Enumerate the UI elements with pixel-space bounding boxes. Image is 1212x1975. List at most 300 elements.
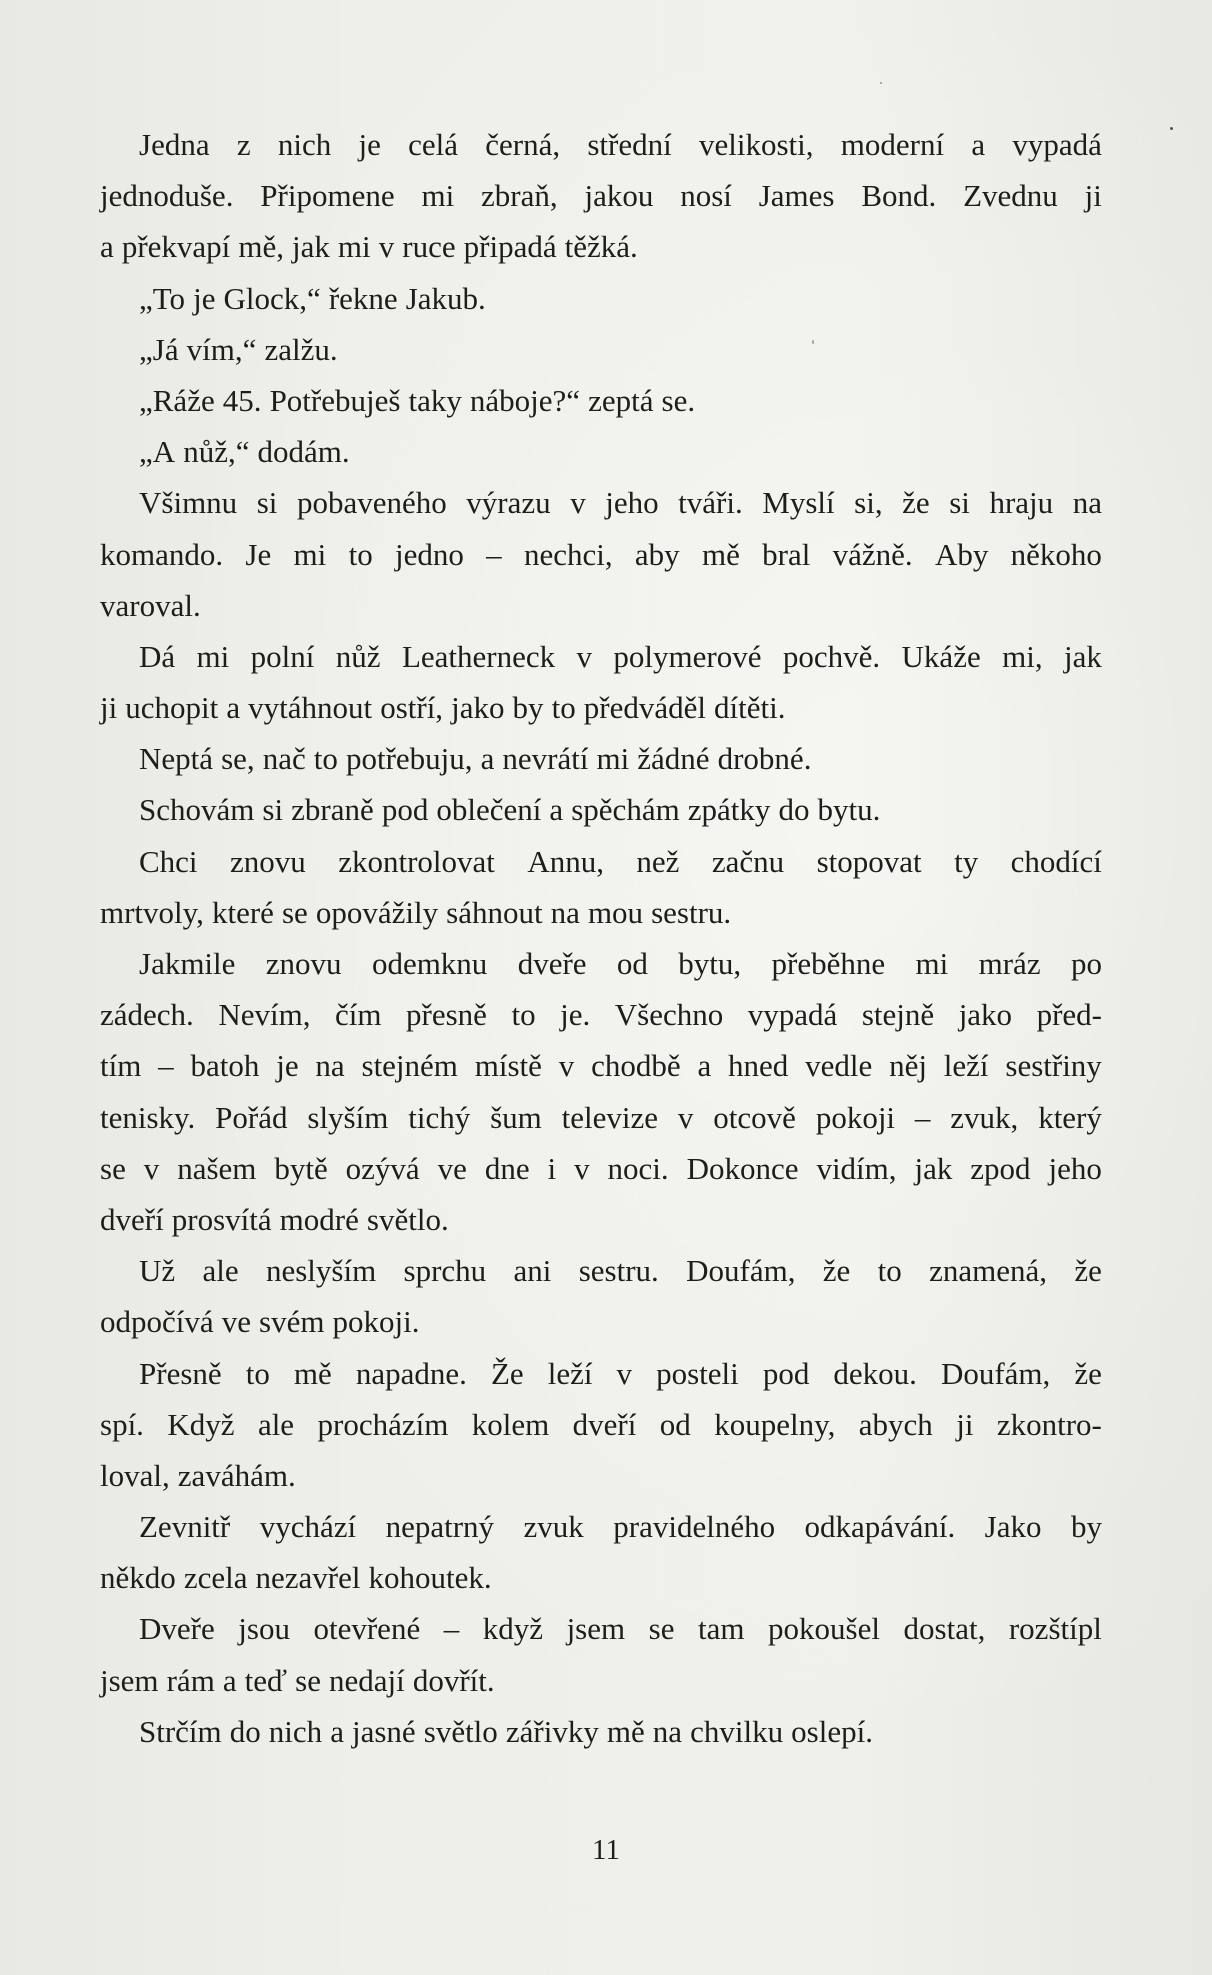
word: přesně — [406, 997, 487, 1033]
word: od — [616, 946, 648, 981]
word: mou — [587, 894, 644, 930]
word: „A — [139, 434, 176, 470]
word: od — [659, 1406, 691, 1442]
word: moderní — [840, 127, 945, 162]
word: zaváhám. — [177, 1457, 296, 1493]
word: oblečení — [436, 792, 542, 828]
word: je — [193, 280, 216, 316]
word: hned — [728, 1048, 789, 1084]
text-line — [100, 1245, 1102, 1296]
word: si — [256, 485, 278, 521]
word: dveře — [517, 946, 587, 981]
word: pobaveného — [296, 485, 447, 521]
word: že — [1074, 1355, 1102, 1391]
word: nůž — [335, 638, 381, 674]
word: Annu, — [527, 843, 604, 879]
word: polymerové — [613, 638, 762, 674]
word: ty — [954, 843, 979, 879]
word: batoh — [190, 1048, 260, 1084]
word: mi — [337, 229, 371, 265]
word: že — [1074, 1253, 1102, 1289]
word: Doufám, — [940, 1355, 1051, 1391]
word: Jakmile — [139, 946, 236, 981]
word: mrtvoly, — [100, 894, 204, 930]
word: v — [574, 1150, 590, 1186]
word: nevrátí — [502, 741, 589, 777]
word: ruce — [402, 229, 456, 265]
word: se, — [221, 741, 255, 777]
word: pokoji — [815, 1099, 896, 1135]
word: mě — [701, 536, 740, 572]
word: je — [276, 1048, 299, 1084]
word: aby — [634, 536, 680, 572]
word: do — [229, 1713, 261, 1749]
word: že — [902, 485, 930, 521]
word: bytu, — [678, 946, 742, 981]
word: zádech. — [100, 997, 194, 1033]
word: modré — [279, 1201, 359, 1237]
word: že — [822, 1253, 851, 1289]
word: ostří, — [380, 690, 444, 726]
word: ale — [202, 1253, 239, 1289]
word: vychází — [259, 1509, 357, 1545]
word: dostat, — [903, 1611, 986, 1647]
word: jak — [292, 229, 330, 265]
word: výrazu — [466, 485, 551, 521]
word: nich — [268, 1713, 323, 1749]
word: mě — [293, 1355, 332, 1391]
word: to — [877, 1253, 902, 1289]
word: které — [211, 894, 274, 930]
word: ve — [221, 1304, 251, 1340]
word: ale — [257, 1406, 295, 1442]
word: svém — [259, 1304, 325, 1340]
word: v — [378, 229, 395, 265]
word: ji — [100, 690, 118, 726]
word: vypadá — [1012, 127, 1102, 162]
word: bytu. — [817, 792, 881, 828]
word: je — [358, 127, 381, 162]
word: v — [570, 485, 586, 521]
word: – — [443, 1611, 460, 1647]
word: zpod — [970, 1150, 1031, 1186]
word: spěchám — [571, 792, 680, 828]
word: čím — [334, 997, 382, 1033]
body-text — [100, 119, 1102, 1757]
word: zkontro- — [996, 1406, 1102, 1442]
word: který — [1038, 1099, 1102, 1135]
word: dveří — [100, 1201, 164, 1237]
word: Myslí — [762, 485, 835, 521]
word: si, — [854, 485, 883, 521]
word: mi — [596, 741, 630, 777]
word: chvilku — [690, 1713, 784, 1749]
word: v — [576, 638, 593, 674]
word: nepatrný — [385, 1509, 495, 1545]
word: to — [245, 1355, 270, 1391]
word: to — [511, 997, 536, 1033]
word: chodbě — [591, 1048, 681, 1084]
word: ozývá — [345, 1150, 420, 1186]
word: Neptá — [139, 741, 214, 777]
word: tím — [100, 1048, 142, 1084]
word: Když — [167, 1406, 235, 1442]
word: v — [677, 1099, 694, 1135]
word: slyším — [307, 1099, 389, 1135]
word: varoval. — [100, 587, 201, 623]
word: jsem — [100, 1662, 159, 1698]
word: Strčím — [139, 1713, 222, 1749]
word: si — [949, 485, 970, 521]
word: by — [512, 690, 544, 726]
word: mi — [196, 638, 230, 674]
text-line — [100, 1399, 1102, 1450]
word: rozštípl — [1008, 1611, 1102, 1647]
text-line — [100, 426, 1102, 477]
word: dekou. — [833, 1355, 917, 1391]
word: Nevím, — [218, 997, 311, 1033]
word: ani — [513, 1253, 552, 1289]
word: pod — [381, 792, 429, 828]
word: Glock,“ — [223, 280, 321, 316]
word: to — [551, 690, 576, 726]
text-line — [100, 938, 1102, 989]
word: Připomene — [260, 178, 395, 214]
word: Dá — [139, 638, 176, 674]
word: jak — [914, 1150, 953, 1186]
word: a — [971, 127, 986, 162]
word: chodící — [1010, 843, 1102, 879]
text-line — [100, 580, 1102, 631]
word: na — [652, 1713, 683, 1749]
word: překvapí — [121, 229, 231, 265]
word: jak — [1063, 638, 1102, 674]
word: procházím — [317, 1406, 449, 1442]
word: než — [636, 843, 680, 879]
word: nich — [277, 127, 332, 162]
word: Dveře — [139, 1611, 215, 1647]
word: v — [616, 1355, 633, 1391]
text-line — [100, 1348, 1102, 1399]
word: spí. — [100, 1406, 144, 1442]
word: Pořád — [215, 1099, 288, 1135]
text-line — [100, 1194, 1102, 1245]
word: zpátky — [687, 792, 771, 828]
word: Jedna — [139, 127, 210, 162]
word: leží — [547, 1355, 593, 1391]
text-line — [100, 273, 1102, 324]
text-line — [100, 1450, 1102, 1501]
word: Že — [490, 1355, 524, 1391]
word: otevřené — [313, 1611, 421, 1647]
word: do — [778, 792, 810, 828]
text-line — [100, 221, 1102, 272]
text-line — [100, 733, 1102, 784]
word: Aby — [934, 536, 989, 572]
word: znovu — [265, 946, 342, 981]
word: jako — [958, 997, 1013, 1033]
word: připadá — [463, 229, 557, 265]
text-line — [100, 1603, 1102, 1654]
word: zbraně — [291, 792, 374, 828]
word: Přesně — [139, 1355, 222, 1391]
word: taky — [408, 382, 462, 418]
word: celá — [408, 127, 458, 162]
paper-speck — [812, 340, 814, 344]
word: zvuk, — [950, 1099, 1019, 1135]
word: mi — [421, 178, 455, 214]
word: loval, — [100, 1457, 170, 1493]
word: – — [158, 1048, 174, 1084]
word: na — [315, 1048, 345, 1084]
word: vytáhnout — [248, 690, 373, 726]
word: mě, — [238, 229, 284, 265]
word: Zvednu — [963, 178, 1058, 214]
word: kolem — [471, 1406, 550, 1442]
word: televize — [561, 1099, 659, 1135]
word: žádné — [637, 741, 710, 777]
word: vidím, — [816, 1150, 897, 1186]
word: 45. — [222, 382, 262, 418]
word: abych — [858, 1406, 933, 1442]
word: sestru. — [651, 894, 732, 930]
word: a — [100, 229, 114, 265]
word: kohoutek. — [368, 1560, 492, 1596]
word: zkontrolovat — [338, 843, 495, 879]
word: a — [330, 1713, 344, 1749]
word: Doufám, — [686, 1253, 796, 1289]
word: Schovám — [139, 792, 255, 828]
word: oslepí. — [791, 1713, 873, 1749]
word: našem — [177, 1150, 257, 1186]
word: na — [550, 894, 580, 930]
word: mi, — [1002, 638, 1043, 674]
word: někdo — [100, 1560, 176, 1596]
text-line — [100, 1552, 1102, 1603]
word: to — [313, 741, 338, 777]
word: tichý — [408, 1099, 471, 1135]
word: Zevnitř — [139, 1509, 231, 1545]
word: zvuk — [523, 1509, 584, 1545]
word: Je — [245, 536, 272, 572]
word: „Já — [139, 331, 179, 367]
word: Všechno — [614, 997, 724, 1033]
word: po — [1070, 946, 1102, 981]
word: přeběhne — [771, 946, 886, 981]
text-line — [100, 989, 1102, 1040]
word: ji — [1084, 178, 1102, 214]
word: vypadá — [747, 997, 838, 1033]
word: vedle — [805, 1048, 873, 1084]
word: i — [547, 1150, 557, 1186]
word: odkapávání. — [804, 1509, 956, 1545]
word: potřebuju, — [345, 741, 473, 777]
word: nechci, — [523, 536, 613, 572]
word: jako — [451, 690, 505, 726]
word: zcela — [183, 1560, 248, 1596]
word: a — [480, 741, 495, 777]
word: opovážily — [315, 894, 439, 930]
word: jsou — [238, 1611, 290, 1647]
word: velikosti, — [698, 127, 814, 162]
word: zbraň, — [481, 178, 558, 214]
word: dovřít. — [412, 1662, 495, 1698]
text-line — [100, 1040, 1102, 1091]
text-line — [100, 375, 1102, 426]
word: Jako — [984, 1509, 1042, 1545]
word: noci. — [607, 1150, 669, 1186]
word: dítěti. — [714, 690, 786, 726]
text-line — [100, 1655, 1102, 1706]
word: se — [295, 1662, 321, 1698]
word: – — [486, 536, 502, 572]
word: Všimnu — [139, 485, 238, 521]
word: bral — [762, 536, 811, 572]
word: a — [697, 1048, 712, 1084]
word: zeptá — [588, 382, 654, 418]
word: ve — [437, 1150, 467, 1186]
word: jeho — [605, 485, 659, 521]
word: tváři. — [678, 485, 743, 521]
word: v — [143, 1150, 160, 1186]
word: neslyším — [265, 1253, 377, 1289]
word: řekne — [328, 280, 398, 316]
word: polní — [250, 638, 315, 674]
word: v — [558, 1048, 575, 1084]
page-number: 11 — [592, 1834, 620, 1866]
word: pokoušel — [768, 1611, 880, 1647]
word: Chci — [139, 843, 198, 879]
word: si — [262, 792, 284, 828]
word: zalžu. — [264, 331, 338, 367]
word: začnu — [711, 843, 785, 879]
word: rám — [166, 1662, 215, 1698]
word: Leatherneck — [401, 638, 556, 674]
word: teď — [244, 1662, 288, 1698]
word: Ukáže — [901, 638, 981, 674]
text-line — [100, 682, 1102, 733]
text-line — [100, 887, 1102, 938]
word: pokoji. — [332, 1304, 420, 1340]
word: jednoduše. — [100, 178, 234, 214]
word: tenisky. — [100, 1099, 196, 1135]
word: sestřiny — [1005, 1048, 1102, 1084]
word: – — [914, 1099, 931, 1135]
word: jedno — [395, 536, 464, 572]
paper-speck — [1170, 127, 1173, 130]
word: dveří — [572, 1406, 637, 1442]
word: stejně — [861, 997, 935, 1033]
word: dodám. — [257, 434, 350, 470]
word: znovu — [230, 843, 306, 879]
word: „To — [139, 280, 186, 316]
word: něj — [889, 1048, 927, 1084]
text-line — [100, 477, 1102, 528]
word: před- — [1036, 997, 1102, 1033]
word: znamená, — [929, 1253, 1047, 1289]
word: se — [648, 1611, 675, 1647]
word: z — [236, 127, 251, 162]
word: mi — [293, 536, 327, 572]
paper-speck — [880, 82, 882, 84]
word: stopovat — [816, 843, 922, 879]
word: Dokonce — [686, 1150, 799, 1186]
word: hraju — [989, 485, 1054, 521]
word: prosvítá — [171, 1201, 272, 1237]
word: dne — [484, 1150, 530, 1186]
word: Potřebuješ — [269, 382, 401, 418]
text-line — [100, 324, 1102, 375]
word: nedají — [329, 1662, 405, 1698]
word: Jakub. — [405, 280, 486, 316]
word: někoho — [1010, 536, 1102, 572]
word: Už — [139, 1253, 176, 1289]
word: když — [482, 1611, 544, 1647]
word: sprchu — [403, 1253, 487, 1289]
word: se. — [661, 382, 696, 418]
word: to — [348, 536, 373, 572]
word: napadne. — [355, 1355, 467, 1391]
word: leží — [943, 1048, 989, 1084]
word: místě — [474, 1048, 542, 1084]
word: Bond. — [861, 178, 937, 214]
word: ji — [956, 1406, 974, 1442]
word: světlo — [423, 1713, 498, 1749]
word: světlo. — [366, 1201, 449, 1237]
word: se — [281, 894, 308, 930]
word: jakou — [584, 178, 654, 214]
word: pravidelného — [613, 1509, 776, 1545]
text-line — [100, 784, 1102, 835]
word: komando. — [100, 536, 224, 572]
word: se — [100, 1150, 126, 1186]
word: sáhnout — [446, 894, 543, 930]
word: na — [1072, 485, 1102, 521]
word: jeho — [1048, 1150, 1102, 1186]
text-line — [100, 529, 1102, 580]
word: a — [222, 1662, 237, 1698]
text-line — [100, 631, 1102, 682]
word: a — [226, 690, 241, 726]
word: a — [549, 792, 564, 828]
word: „Ráže — [139, 382, 215, 418]
text-line — [100, 1143, 1102, 1194]
word: mě — [606, 1713, 645, 1749]
word: tam — [698, 1611, 745, 1647]
text-line — [100, 1092, 1102, 1143]
word: nezavřel — [255, 1560, 361, 1596]
text-line — [100, 1706, 1102, 1757]
word: jasné — [352, 1713, 416, 1749]
word: nač — [262, 741, 306, 777]
word: je. — [560, 997, 591, 1033]
word: nůž,“ — [183, 434, 250, 470]
word: odemknu — [371, 946, 488, 981]
word: pod — [762, 1355, 810, 1391]
text-line — [100, 119, 1102, 170]
word: vím,“ — [186, 331, 257, 367]
text-line — [100, 836, 1102, 887]
word: předváděl — [583, 690, 706, 726]
word: uchopit — [125, 690, 219, 726]
word: střední — [587, 127, 672, 162]
word: zářivky — [505, 1713, 599, 1749]
word: posteli — [656, 1355, 739, 1391]
word: otcově — [713, 1099, 796, 1135]
word: odpočívá — [100, 1304, 214, 1340]
text-line — [100, 170, 1102, 221]
word: stejném — [361, 1048, 458, 1084]
